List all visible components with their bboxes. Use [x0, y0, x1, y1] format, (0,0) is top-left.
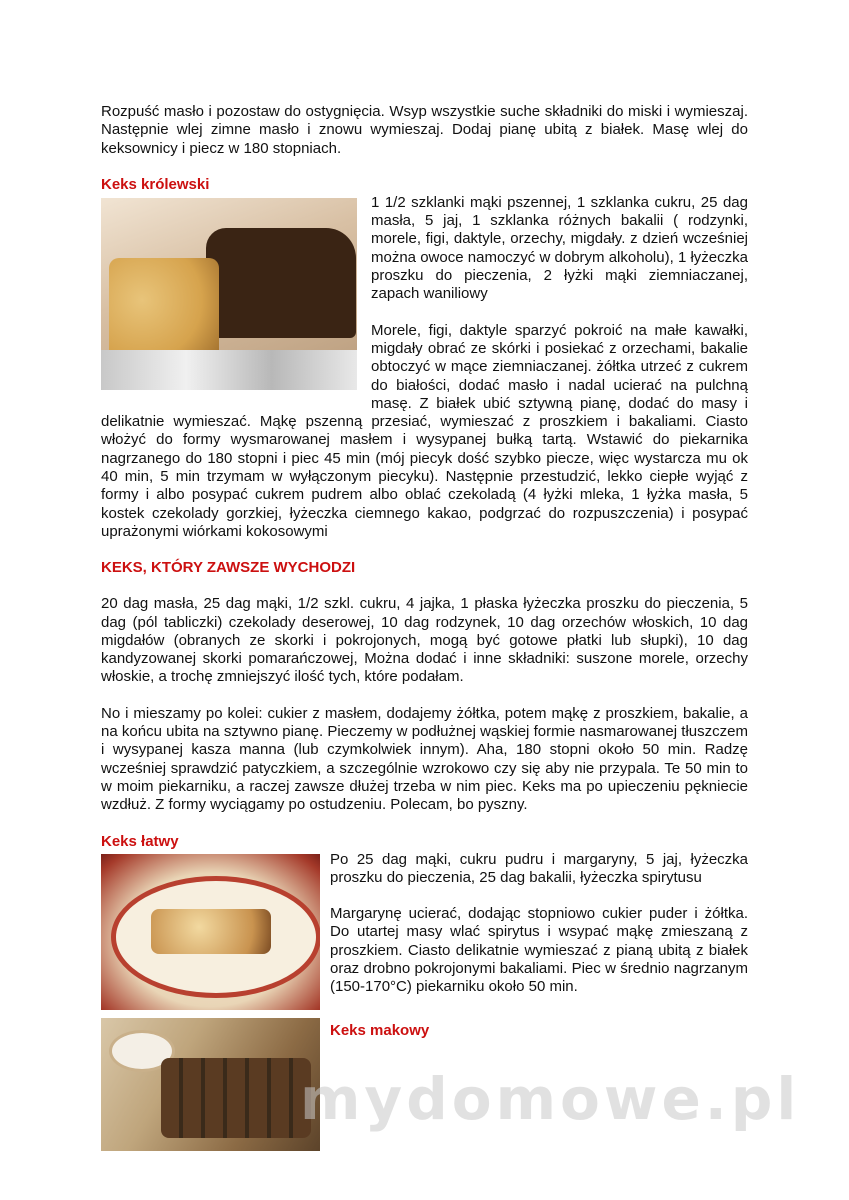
- keks-latwy-ingredients: Po 25 dag mąki, cukru pudru i margaryny, 5 jaj, łyżeczka proszku do pieczenia, 25 dag bakalii, łyżeczka spirytusu: [330, 850, 748, 886]
- foil-wrap: [101, 350, 357, 390]
- recipe-title-keks-latwy: Keks łatwy: [101, 832, 179, 850]
- cake-chocolate-top: [206, 228, 356, 338]
- watermark: mydomowe.pl: [300, 1065, 801, 1133]
- recipe-title-keks-zawsze: KEKS, KTÓRY ZAWSZE WYCHODZI: [101, 559, 356, 577]
- keks-krolewski-ingredients: 1 1/2 szklanki mąki pszennej, 1 szklanka cukru, 25 dag masła, 5 jaj, 1 szklanka różnych bakalii ( rodzynki, morele, figi, daktyle, orzechy, migdały. z dzień wcześniej można owoce namoczyć w dobrym alkoholu), 1 łyżeczka proszku do pieczenia, 2 łyżki mąki ziemniaczanej, zapach waniliowy: [371, 193, 748, 303]
- keks-zawsze-ingredients: 20 dag masła, 25 dag mąki, 1/2 szkl. cukru, 4 jajka, 1 płaska łyżeczka proszku do pieczenia, 5 dag (pól tabliczki) czekolady deserowej, 10 dag rodzynek, 10 dag orzechów włoskich, 10 dag migdałów (obranych ze skorki i pokrojonych, mogą być gotowe płatki lub słupki), 10 dag kandyzowanej skorki pomarańczowej, Można dodać i inne składniki: suszone morele, orzechy włoskie, a trochę zmniejszyć ilość tych, które podałam.: [101, 595, 748, 686]
- keks-latwy-method: Margarynę ucierać, dodając stopniowo cukier puder i żółtka. Do utartej masy wlać spirytus i wsypać mąkę zmieszaną z proszkiem. Ciasto delikatnie wymieszać z pianą ubitą z białek oraz drobno pokrojonymi bakaliami. Piec w średnio nagrzanym (150-170°C) piekarniku około 50 min.: [330, 905, 748, 996]
- keks-zawsze-method: No i mieszamy po kolei: cukier z masłem, dodajemy żółtka, potem mąkę z proszkiem, bakalie, a na końcu ubita na sztywno pianę. Pieczemy w podłużnej wąskiej formie nasmarowanej tłuszczem i wysypanej kasza manna (lub czymkolwiek innym). Aha, 180 stopni około 50 min. Radzę wcześniej sprawdzić patyczkiem, a szczególnie wzrokowo czy się aby nie przypala. Te 50 min to w moim piekarniku, a raczej zawsze dłużej trzeba w nim piec. Keks ma po upieczeniu pękniecie wzdłuż. Z formy wyciągamy po ostudzeniu. Polecam, bo pyszny.: [101, 704, 748, 814]
- cake-slice: [109, 258, 219, 363]
- recipe-title-keks-krolewski: Keks królewski: [101, 175, 210, 193]
- keks-latwy-photo: [101, 854, 320, 1010]
- intro-paragraph: Rozpuść masło i pozostaw do ostygnięcia. Wsyp wszystkie suche składniki do miski i wymieszaj. Następnie wlej zimne masło i znowu wymieszaj. Dodaj pianę ubitą z białek. Masę wlej do keksownicy i piecz w 180 stopniach.: [101, 103, 748, 157]
- cake-loaf: [151, 909, 271, 954]
- recipe-title-keks-makowy: Keks makowy: [330, 1021, 430, 1039]
- poppy-seed-loaf: [161, 1058, 311, 1138]
- keks-krolewski-method: Morele, figi, daktyle sparzyć pokroić na małe kawałki, migdały obrać ze skórki i posiekać z orzechami, bakalie obtoczyć w mące ziemniaczanej. żółtka utrzeć z cukrem do białości, dodać masło i nadal ucierać na pulchną masę. Z białek ubić sztywną pianę, dodać do masy i delikatnie wymieszać. Mąkę pszenną przesiać, wymieszać z proszkiem i bakaliami. Ciasto włożyć do formy wysmarowanej masłem i wysypanej bułką tartą. Wstawić do piekarnika nagrzanego do 180 stopni i piec 45 min (mój piecyk dość szybko piecze, więc wystarcza mu ok 40 min, 5 min trzymam w wyłączonym piecyku). Następnie przestudzić, lekko ciepłe wyjąć z formy i albo posypać cukrem pudrem albo oblać czekoladą (4 łyżki mleka, 1 łyżka masła, 5 kostek czekolady gorzkiej, łyżeczka ciemnego kakao, podgrzać do rozpuszczenia) i posypać uprażonymi wiórkami kokosowymi: [101, 321, 748, 540]
- keks-makowy-photo: [101, 1018, 320, 1151]
- document-page: [101, 103, 748, 1151]
- keks-krolewski-photo: [101, 198, 357, 390]
